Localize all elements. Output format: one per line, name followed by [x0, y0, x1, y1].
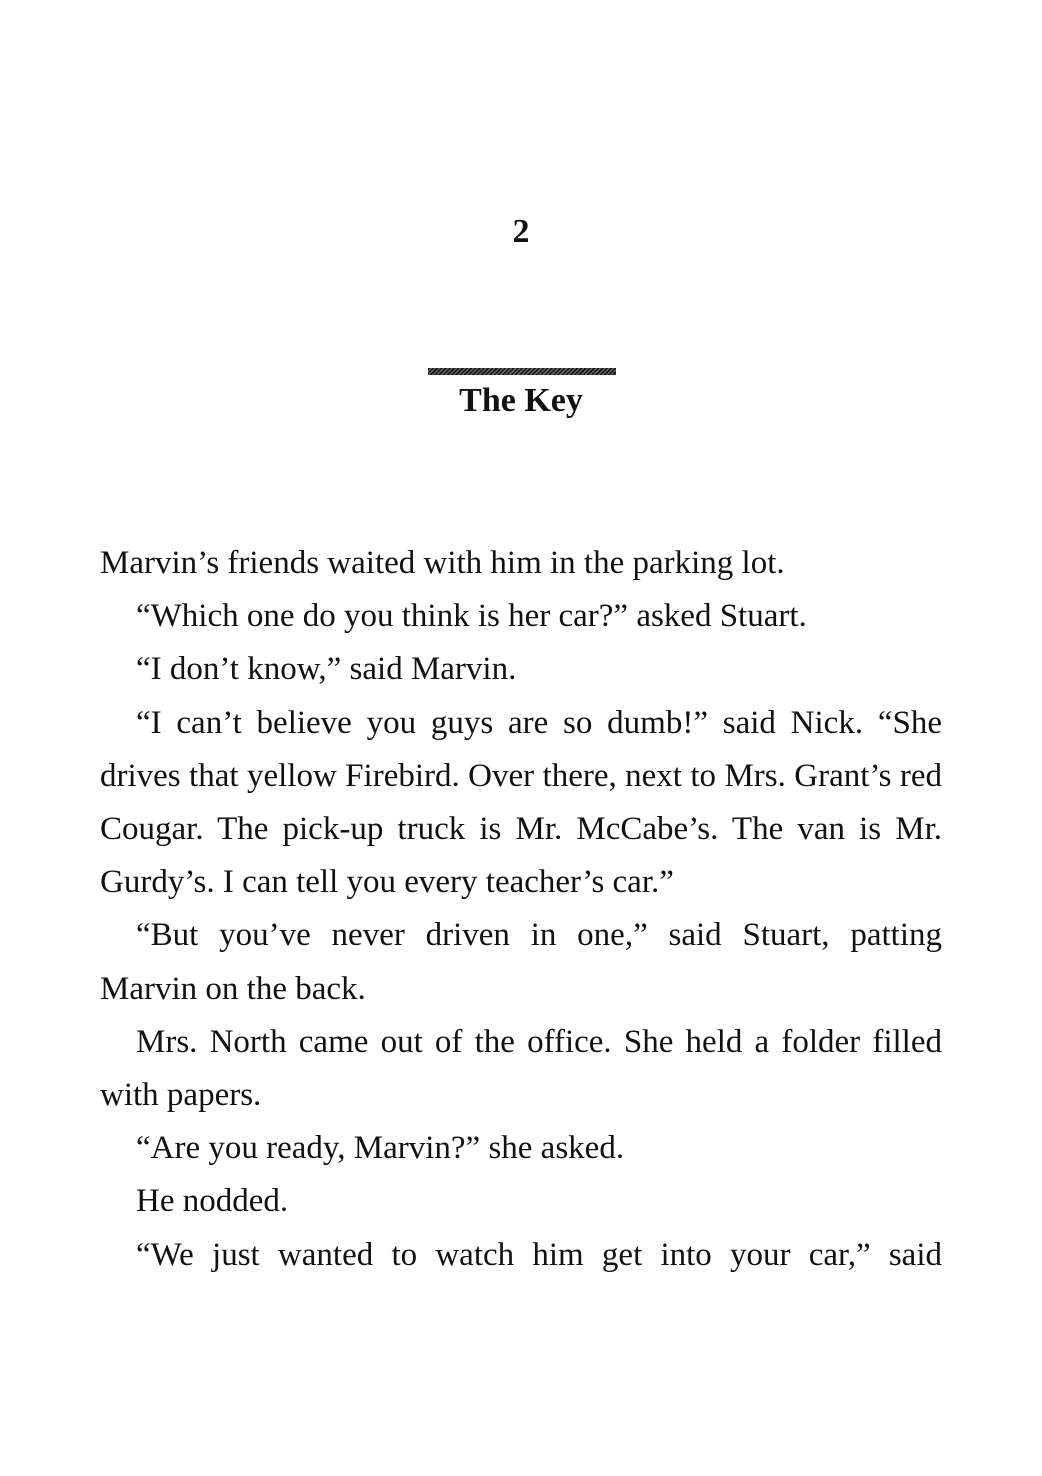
paragraph: Mrs. North came out of the office. She held a folder filled with papers. — [100, 1023, 942, 1114]
paragraph: “I don’t know,” said Marvin. — [136, 651, 517, 688]
chapter-number: 2 — [512, 213, 530, 250]
paragraph: Marvin’s friends waited with him in the parking lot. — [100, 545, 785, 581]
paragraph: “Are you ready, Marvin?” she asked. — [136, 1130, 625, 1167]
paragraph: “I can’t believe you guys are so dumb!” said Nick. “She drives that yellow Firebird. Over there, next to Mrs. Grant’s red Cougar. The pick-up truck is Mr. McCabe’s. The van is Mr. Gurdy’s. I can tell you every teacher’s car.” — [100, 704, 942, 901]
paragraph: He nodded. — [136, 1183, 289, 1220]
paragraph: “Which one do you think is her car?” asked Stuart. — [136, 598, 807, 635]
paragraph: “But you’ve never driven in one,” said Stuart, patting Marvin on the back. — [100, 917, 942, 1007]
paragraph: “We just wanted to watch him get into your car,” said — [136, 1236, 942, 1273]
chapter-body — [100, 537, 942, 1282]
chapter-title: The Key — [459, 382, 583, 419]
chapter-rule — [428, 368, 616, 375]
